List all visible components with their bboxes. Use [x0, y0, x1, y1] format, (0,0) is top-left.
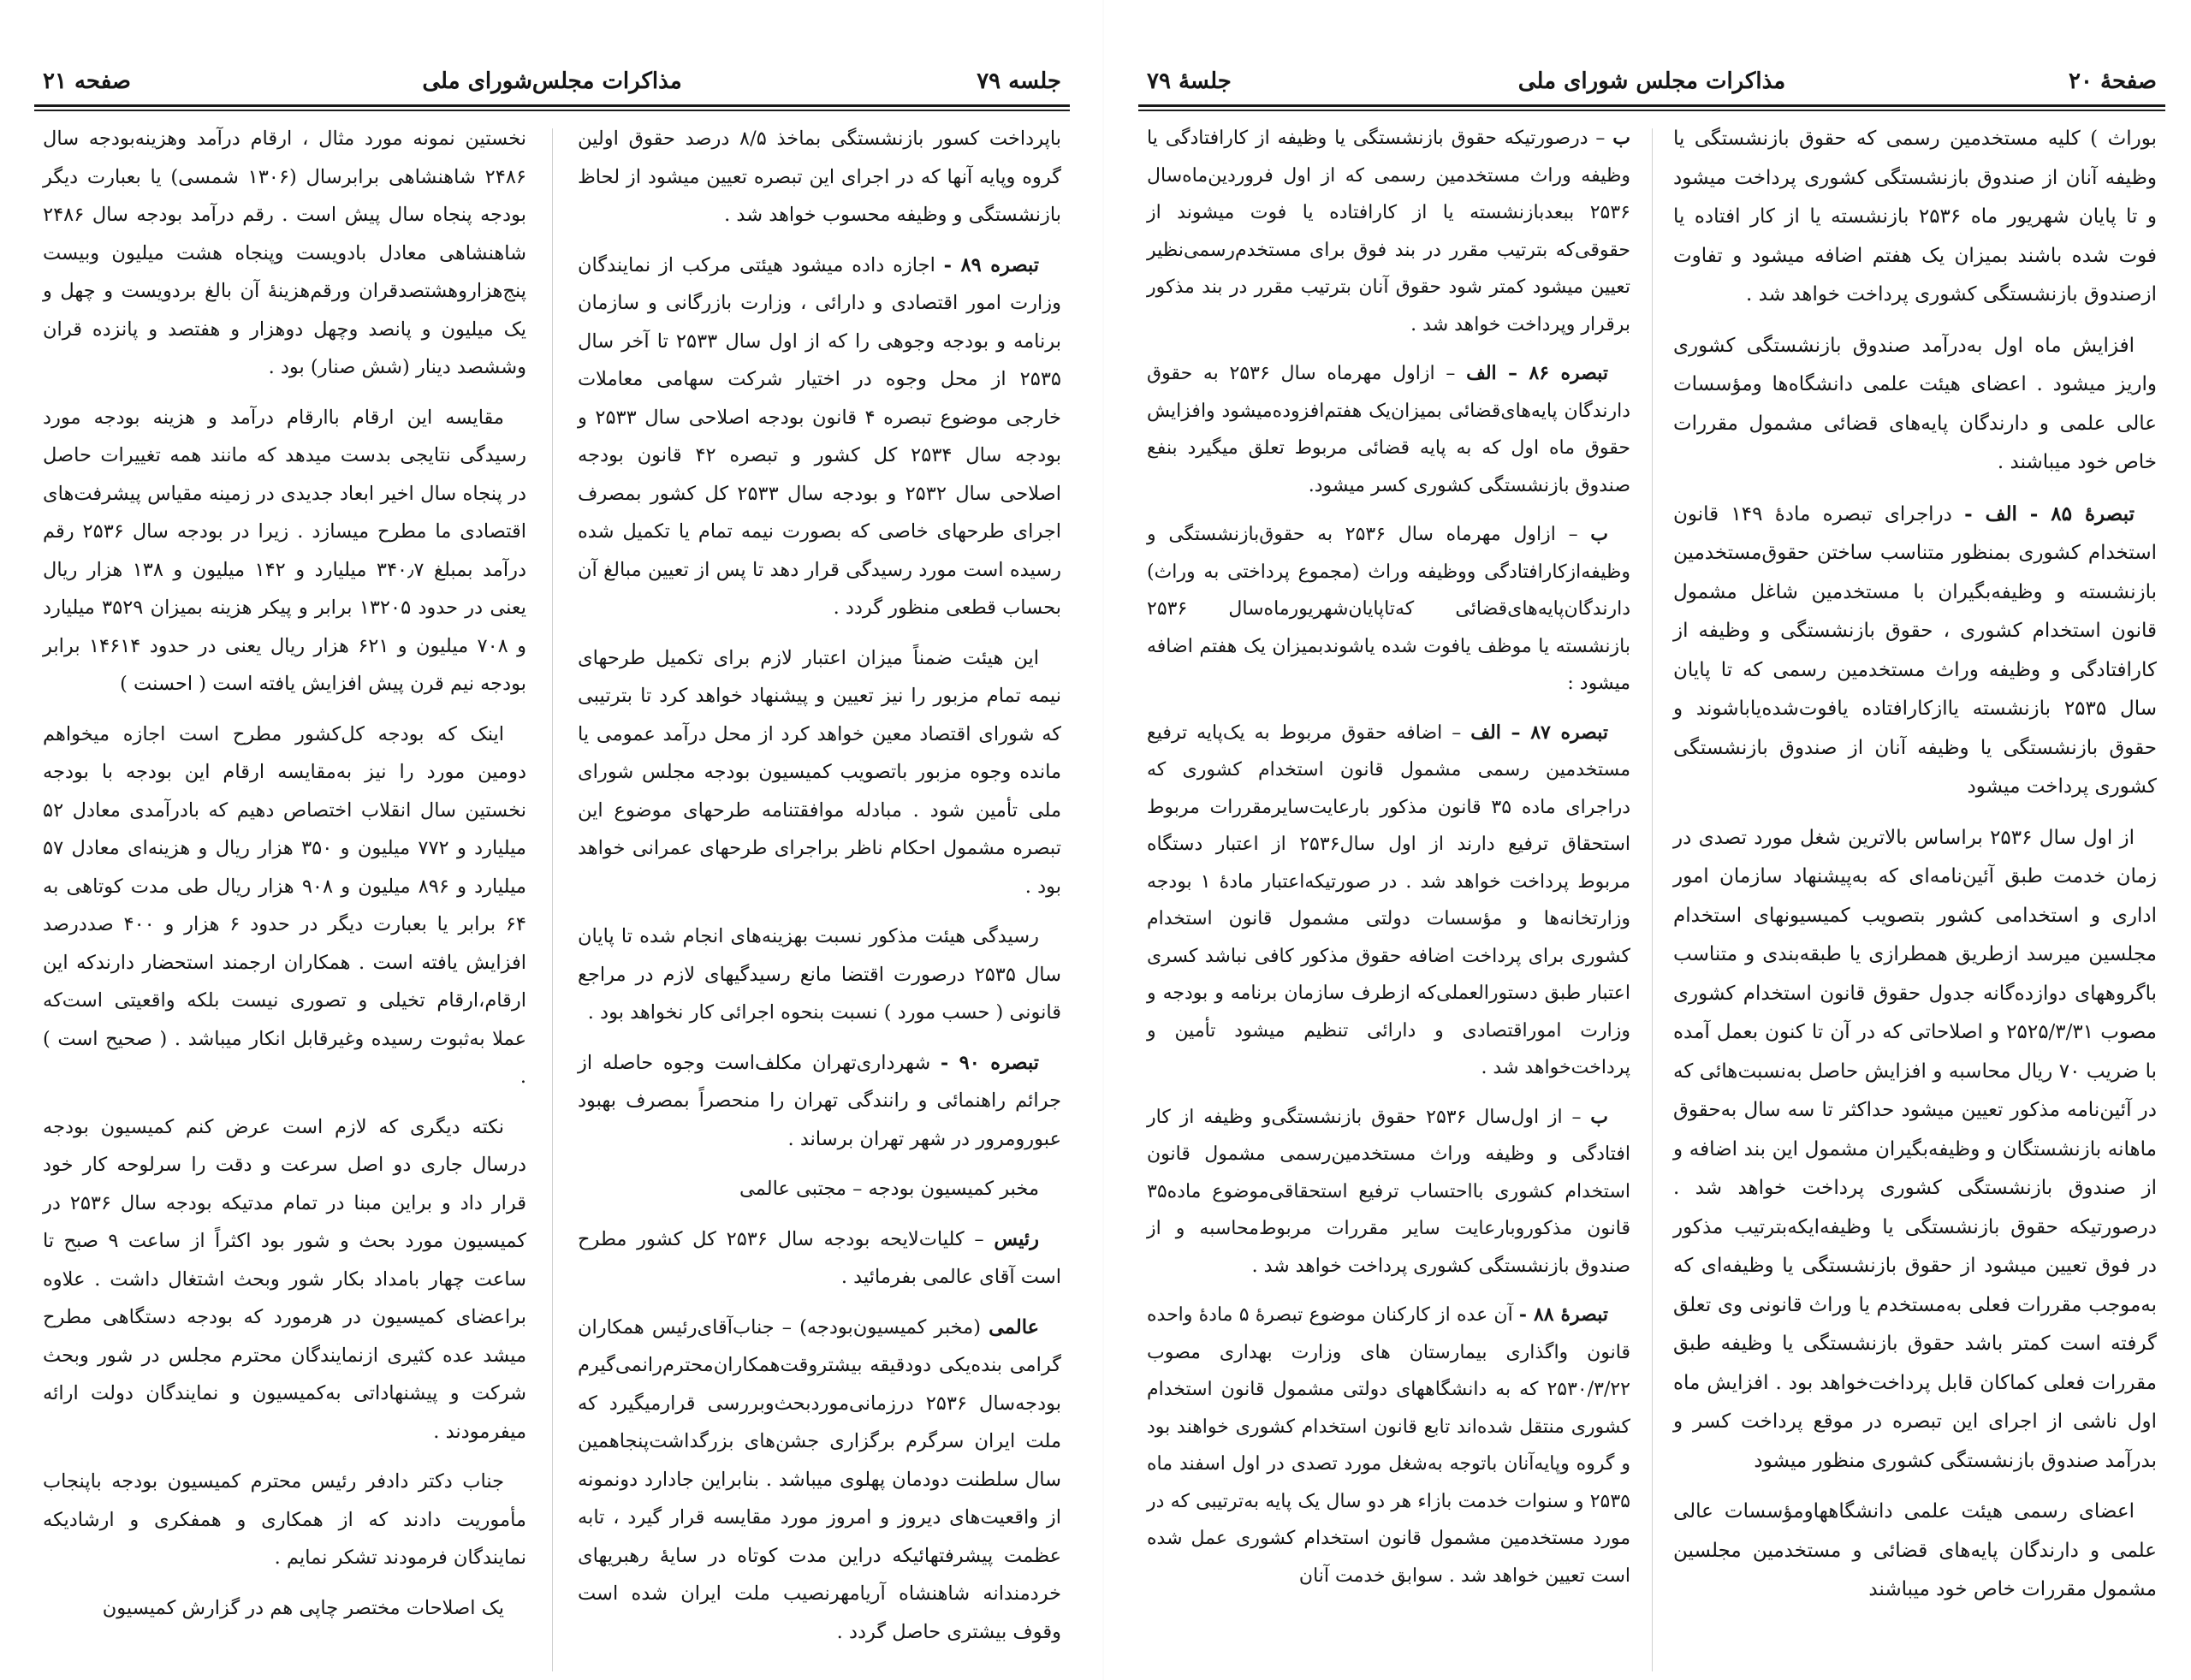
clause-heading: تبصره ۸۹ -	[943, 253, 1040, 276]
paragraph	[43, 399, 526, 703]
clause-heading: تبصرهٔ ۸۸ -	[1518, 1303, 1608, 1326]
paragraph-text: – کلیات‌لایحه بودجه سال ۲۵۳۶ کل کشور مطرح است آقای عالمی بفرمائید .	[578, 1227, 1061, 1288]
clause-heading: تبصره ۸۷ – الف	[1470, 721, 1608, 744]
header-rule-thin	[34, 110, 1070, 111]
page-21	[26, 0, 1078, 1680]
paragraph	[578, 1309, 1061, 1652]
paragraph-text: جناب دکتر دادفر رئیس محترم کمیسیون بودجه باپنجاب مأموریت دادند که از همکاری و همفکری و ارشادیکه نمایندگان فرمودند تشکر نمایم .	[43, 1470, 526, 1569]
paragraph-text: نخستین نمونه مورد مثال ، ارقام درآمد وهزینه‌بودجه سال ۲۴۸۶ شاهنشاهی برابرسال (۱۳۰۶ شمسی) یا بعبارت دیگر بودجه پنجاه سال پیش است . رقم درآمد بودجه سال ۲۴۸۶ شاهنشاهی معادل بادویست وپنجاه هشت میلیون وبیست پنج‌هزاروهشتصدقران ورقم‌هزینهٔ آن بالغ بردویست و چهل و یک میلیون و پانصد وچهل دوهزار و هفتصد و پانزده قران وششصد دینار (شش صنار) بود .	[43, 128, 526, 378]
paragraph	[1673, 819, 2157, 1481]
page-header	[1130, 62, 2174, 103]
clause-heading: ب	[1590, 1105, 1609, 1128]
paragraph-text: مخبر کمیسیون بودجه – مجتبی عالمی	[739, 1178, 1039, 1200]
paragraph	[578, 1220, 1061, 1297]
paragraph-text: دراجرای تبصره مادهٔ ۱۴۹ قانون استخدام کشوری بمنظور متناسب ساختن حقوق‌مستخدمین بازنشسته و وظیفه‌بگیران با مستخدمین شاغل مشمول قانون استخدام کشوری ، حقوق بازنشستگی و وظیفه از کارافتادگی و وظیفه وراث مستخدمین رسمی که تا پایان سال ۲۵۳۵ بازنشسته یاازکارافتاده یافوت‌شده‌یاباشوند و حقوق بازنشستگی یا وظیفه آنان از صندوق بازنشستگی کشوری پرداخت میشود	[1673, 502, 2157, 798]
paragraph	[578, 639, 1061, 906]
text-columns	[1130, 120, 2174, 1680]
paragraph	[1673, 1493, 2157, 1610]
header-rule-thin	[1138, 110, 2165, 111]
text-column-right	[578, 120, 1061, 1663]
session-label: جلسه ۷۹	[977, 68, 1061, 94]
clause-heading: ب	[1612, 127, 1630, 149]
text-columns	[26, 120, 1078, 1680]
clause-heading: عالمی	[989, 1315, 1039, 1339]
paragraph	[43, 1589, 526, 1628]
text-column-left	[43, 120, 526, 1663]
page-number: صفحهٔ ۲۰	[2069, 68, 2157, 94]
header-rule	[34, 104, 1070, 107]
paragraph-text: اعضای رسمی هیئت علمی دانشگاهها‌ومؤسسات عالی علمی و دارندگان پایه‌های قضائی و مستخدمین مجلسین مشمول مقررات خاص خود میباشند	[1673, 1500, 2157, 1600]
paragraph	[43, 1463, 526, 1577]
paragraph	[43, 1108, 526, 1451]
paragraph-text: بوراث ) کلیه مستخدمین رسمی که حقوق بازنشستگی یا وظیفه آنان از صندوق بازنشستگی کشوری پرداخت میشود و تا پایان شهریور ماه ۲۵۳۶ بازنشسته یا از کار افتاده یا فوت شده باشند بمیزان یک هفتم اضافه میشود و تفاوت ازصندوق بازنشستگی کشوری پرداخت خواهد شد .	[1673, 128, 2157, 306]
gutter	[1102, 0, 1104, 1680]
paragraph	[1147, 516, 1630, 703]
paragraph-text: (مخبر کمیسیون‌بودجه) – جناب‌آقای‌رئیس همکاران گرامی بنده‌یکی دودقیقه بیشتروقت‌همکاران‌محترم‌رانمی‌گیرم بودجه‌سال ۲۵۳۶ درزمانی‌مورد‌بحث‌وبررسی قرارمیگیرد که ملت ایران سرگرم برگزاری جشن‌های بزرگداشت‌پنجاهمین سال سلطنت دودمان پهلوی میباشد . بنابراین جادارد دونمونه از واقعیت‌های دیروز و امروز مورد مقایسه قرار گیرد ، تابه عظمت پیشرفتهائیکه دراین مدت کوتاه در سایهٔ رهبریهای خردمندانه شاهنشاه آریامهرنصیب ملت ایران شده است وقوف بیشتری حاصل گردد .	[578, 1315, 1061, 1643]
paragraph	[1147, 715, 1630, 1087]
clause-heading: ب	[1590, 523, 1608, 545]
paragraph-text: باپرداخت کسور بازنشستگی بماخذ ۸/۵ درصد حقوق اولین گروه وپایه آنها که در اجرای این تبصره تعیین میشود از لحاظ بازنشستگی و وظیفه محسوب خواهد شد .	[578, 128, 1061, 226]
paragraph-text: آن عده از کارکنان موضوع تبصرهٔ ۵ مادهٔ واحده قانون واگذاری بیمارستان های وزارت بهداری مصوب ۲۵۳۰/۳/۲۲ که به دانشگاههای دولتی مشمول قانون استخدام کشوری منتقل شده‌اند تابع قانون استخدام کشوری خواهند بود و گروه وپایه‌آنان باتوجه به‌شغل مورد تصدی در اول اسفند ماه ۲۵۳۵ و سنوات خدمت بازاء هر دو سال یک پایه به‌ترتیبی که در مورد مستخدمین مشمول قانون استخدام کشوری عمل شده است تعیین خواهد شد . سوابق خدمت آنان	[1147, 1304, 1630, 1587]
clause-heading: تبصرهٔ ۸۵ - الف -	[1964, 502, 2135, 525]
clause-heading: تبصره ۸۶ – الف	[1466, 362, 1608, 384]
paragraph	[578, 1044, 1061, 1159]
paragraph-text: – ازاول مهرماه سال ۲۵۳۶ به حقوق دارندگان پایه‌های‌قضائی بمیزان‌یک هفتم‌افزوده‌میشود وافزایش حقوق ماه اول که به پایه قضائی مربوط تعلق میگیرد بنفع صندوق بازنشستگی کشوری کسر میشود.	[1147, 363, 1630, 496]
text-column-right	[1673, 120, 2157, 1663]
paragraph	[1673, 120, 2157, 315]
text-column-left	[1147, 120, 1630, 1663]
page-header	[26, 62, 1078, 103]
session-label: جلسهٔ ۷۹	[1147, 68, 1232, 94]
paragraph	[1673, 327, 2157, 483]
paragraph-text: اجازه داده میشود هیئتی مرکب از نمایندگان وزارت امور اقتصادی و دارائی ، وزارت بازرگانی و سازمان برنامه و بودجه وجوهی را که از اول سال ۲۵۳۳ تا آخر سال ۲۵۳۵ از محل وجوه در اختیار شرکت سهامی معاملات خارجی موضوع تبصره ۴ قانون بودجه اصلاحی سال ۲۵۳۳ و بودجه سال ۲۵۳۴ کل کشور و تبصره ۴۲ قانون بودجه اصلاحی سال ۲۵۳۲ و بودجه سال ۲۵۳۳ کل کشور بمصرف اجرای طرحهای خاصی که بصورت نیمه تمام یا تکمیل شده رسیده است مورد رسیدگی قرار دهد تا پس از تعیین مبالغ آن بحساب قطعی منظور گردد .	[578, 253, 1061, 619]
paragraph	[578, 917, 1061, 1032]
paragraph	[1673, 495, 2157, 807]
clause-heading: تبصره ۹۰ -	[940, 1051, 1039, 1074]
paragraph	[43, 120, 526, 387]
paragraph-text: – ازاول مهرماه سال ۲۵۳۶ به حقوق‌بازنشستگی و وظیفه‌ازکارافتادگی ووظیفه وراث (مجموع پرداختی به وراث) دارندگان‌پایه‌های‌قضائی که‌تاپایان‌شهریورماه‌سال ۲۵۳۶ بازنشسته یا موظف یافوت شده یاشوندبمیزان یک هفتم اضافه میشود :	[1147, 524, 1630, 694]
paragraph-text: اینک که بودجه کل‌کشور مطرح است اجازه میخواهم دومین مورد را نیز به‌مقایسه ارقام این بودجه با بودجه نخستین سال انقلاب اختصاص دهیم که بادرآمدی معادل ۵۲ میلیارد و ۷۷۲ میلیون و ۳۵۰ هزار ریال و هزینه‌ای معادل ۵۷ میلیارد و ۸۹۶ میلیون و ۹۰۸ هزار ریال طی مدت کوتاهی به ۶۴ برابر یا بعبارت دیگر در حدود ۶ هزار و ۴۰۰ صددرصد افزایش یافته است . همکاران ارجمند استحضار دارندکه این ارقام،ارقام تخیلی و تصوری نیست بلکه واقعیتی است‌که عملا به‌ثبوت رسیده وغیرقابل انکار میباشد . ( صحیح است ) .	[43, 722, 527, 1088]
paragraph	[1147, 355, 1630, 504]
paragraph-text: شهرداری‌تهران مکلف‌است وجوه حاصله از جرائم راهنمائی و رانندگی تهران را منحصراً بمصرف بهبود عبورومرور در شهر تهران برساند .	[578, 1051, 1061, 1150]
paragraph-text: این هیئت ضمناً میزان اعتبار لازم برای تکمیل طرحهای نیمه تمام مزبور را نیز تعیین و پیشنهاد خواهد کرد تا بترتیبی که شورای اقتصاد معین خواهد کرد از محل درآمد عمومی یا مانده وجوه مزبور باتصویب کمیسیون بودجه مجلس شورای ملی تأمین شود . مبادله موافقتنامه طرحهای موضوع این تبصره مشمول احکام ناظر براجرای طرحهای عمرانی خواهد بود .	[578, 646, 1061, 898]
page-number: صفحه ۲۱	[43, 68, 131, 94]
page-20	[1130, 0, 2174, 1680]
paragraph-text: یک اصلاحات مختصر چاپی هم در گزارش کمیسیون	[102, 1596, 504, 1619]
paragraph	[1147, 120, 1630, 343]
header-rule	[1138, 104, 2165, 107]
paragraph-text: افزایش ماه اول به‌درآمد صندوق بازنشستگی کشوری واریز میشود . اعضای هیئت علمی دانشگاه‌ها ومؤسسات عالی علمی و دارندگان پایه‌های قضائی مشمول مقررات خاص خود میباشند .	[1673, 334, 2157, 473]
paragraph	[578, 1170, 1061, 1208]
paragraph	[578, 120, 1061, 234]
publication-title: مذاکرات مجلس شورای ملی	[1517, 68, 1786, 94]
clause-heading: رئیس	[994, 1227, 1039, 1250]
paragraph-text: – از اول‌سال ۲۵۳۶ حقوق بازنشستگی‌و وظیفه از کار افتادگی و وظیفه وراث مستخدمین‌رسمی مشمول قانون استخدام کشوری بااحتساب ترفیع استحقاقی‌موضوع ماده‌۳۵ قانون مذکورو‌بارعایت سایر مقررات مربوط‌محاسبه و از صندوق بازنشستگی کشوری پرداخت خواهد شد .	[1147, 1106, 1630, 1277]
paragraph	[578, 246, 1061, 627]
paragraph-text: – درصورتیکه حقوق بازنشستگی یا وظیفه از کارافتادگی یا وظیفه وراث مستخدمین رسمی که از اول فروردین‌ماه‌سال ۲۵۳۶ ببعدبازنشسته یا از کارافتاده یا فوت میشوند از حقوقی‌که بترتیب مقرر در بند فوق برای مستخدم‌رسمی‌نظیر تعیین میشود کمتر شود حقوق آنان بترتیب مقرر در بند مذکور برقرار وپرداخت خواهد شد .	[1147, 128, 1630, 335]
paragraph-text: نکته دیگری که لازم است عرض کنم کمیسیون بودجه درسال جاری دو اصل سرعت و دقت را سرلوحه کار خود قرار داد و براین مبنا در تمام مدتیکه بودجه سال ۲۵۳۶ در کمیسیون مورد بحث و شور بود اکثراً از ساعت ۹ صبح تا ساعت چهار بامداد بکار شور وبحث اشتغال داشت . علاوه براعضای کمیسیون در هرمورد که بودجه دستگاهی مطرح میشد عده کثیری ازنمایندگان محترم مجلس در شور وبحث شرکت و پیشنهاداتی به‌کمیسیون و نمایندگان دولت ارائه میفرمودند .	[43, 1115, 527, 1443]
paragraph	[1147, 1099, 1630, 1285]
paragraph-text: مقایسه این ارقام باارقام درآمد و هزینه بودجه مورد رسیدگی نتایجی بدست میدهد که مانند همه تغییرات حاصل در پنجاه سال اخیر ابعاد جدیدی در زمینه مقیاس پیشرفت‌های اقتصادی ما مطرح میسازد . زیرا در بودجه سال ۲۵۳۶ رقم درآمد بمبلغ ۳۴۰٫۷ میلیارد و ۱۴۲ میلیون و ۱۳۸ هزار ریال یعنی در حدود ۱۳۲۰۵ برابر و پیکر هزینه بمیزان ۳۵۲۹ میلیارد و ۷۰۸ میلیون و ۶۲۱ هزار ریال یعنی در حدود ۱۴۶۱۴ برابر بودجه نیم قرن پیش افزایش یافته است ( احسنت )	[43, 406, 526, 695]
paragraph	[1147, 1297, 1630, 1594]
paragraph	[43, 715, 526, 1096]
paragraph-text: از اول سال ۲۵۳۶ براساس بالاترین شغل مورد تصدی در زمان خدمت طبق آئین‌نامه‌ای که به‌پیشنهاد سازمان امور اداری و استخدامی کشور بتصویب کمیسیونهای استخدام مجلسین میرسد ازطریق همطرازی یا طبقه‌بندی و متناسب باگروههای دوازده‌گانه جدول حقوق قانون استخدام کشوری مصوب ۲۵۲۵/۳/۳۱ و اصلاحاتی که در آن تا کنون بعمل آمده با ضریب ۷۰ ریال محاسبه و افزایش حاصل به‌نسبت‌هائی که در آئین‌نامه مذکور تعیین میشود حداکثر تا سه سال به‌حقوق ماهانه بازنشستگان و وظیفه‌بگیران مشمول این بند اضافه و از صندوق بازنشستگی کشوری پرداخت خواهد شد . درصورتیکه حقوق بازنشستگی یا وظیفه‌ایکه‌بترتیب مذکور در فوق تعیین میشود از حقوق بازنشستگی یا وظیفه‌ای که به‌موجب مقررات فعلی به‌مستخدم یا وراث قانونی وی تعلق گرفته است کمتر باشد حقوق بازنشستگی یا وظیفه طبق مقررات فعلی کماکان قابل پرداخت‌خواهد بود . افزایش ماه اول ناشی از اجرای این تبصره در موقع پرداخت کسر و بدرآمد صندوق بازنشستگی کشوری منظور میشود	[1673, 826, 2157, 1472]
paragraph-text: – اضافه حقوق مربوط به یک‌پایه ترفیع مستخدمین رسمی مشمول قانون استخدام کشوری که دراجرای ماده ۳۵ قانون مذکور بارعایت‌سایرمقررات مربوط استحقاق ترفیع دارند از اول سال‌۲۵۳۶ از اعتبار دستگاه مربوط پرداخت خواهد شد . در صورتیکه‌اعتبار مادهٔ ۱ بودجه وزارتخانه‌ها و مؤسسات دولتی مشمول قانون استخدام کشوری برای پرداخت اضافه حقوق مذکور کافی نباشد کسری اعتبار طبق دستورالعملی‌که ازطرف سازمان برنامه و بودجه و وزارت اموراقتصادی و دارائی تنظیم میشود تأمین و پرداخت‌خواهد شد .	[1147, 721, 1630, 1078]
publication-title: مذاکرات مجلس‌شورای ملی	[422, 68, 682, 94]
paragraph-text: رسیدگی هیئت مذکور نسبت بهزینه‌های انجام شده تا پایان سال ۲۵۳۵ درصورت اقتضا مانع رسیدگیهای لازم در مراجع قانونی ( حسب مورد ) نسبت بنحوه اجرائی کار نخواهد بود .	[578, 925, 1061, 1024]
